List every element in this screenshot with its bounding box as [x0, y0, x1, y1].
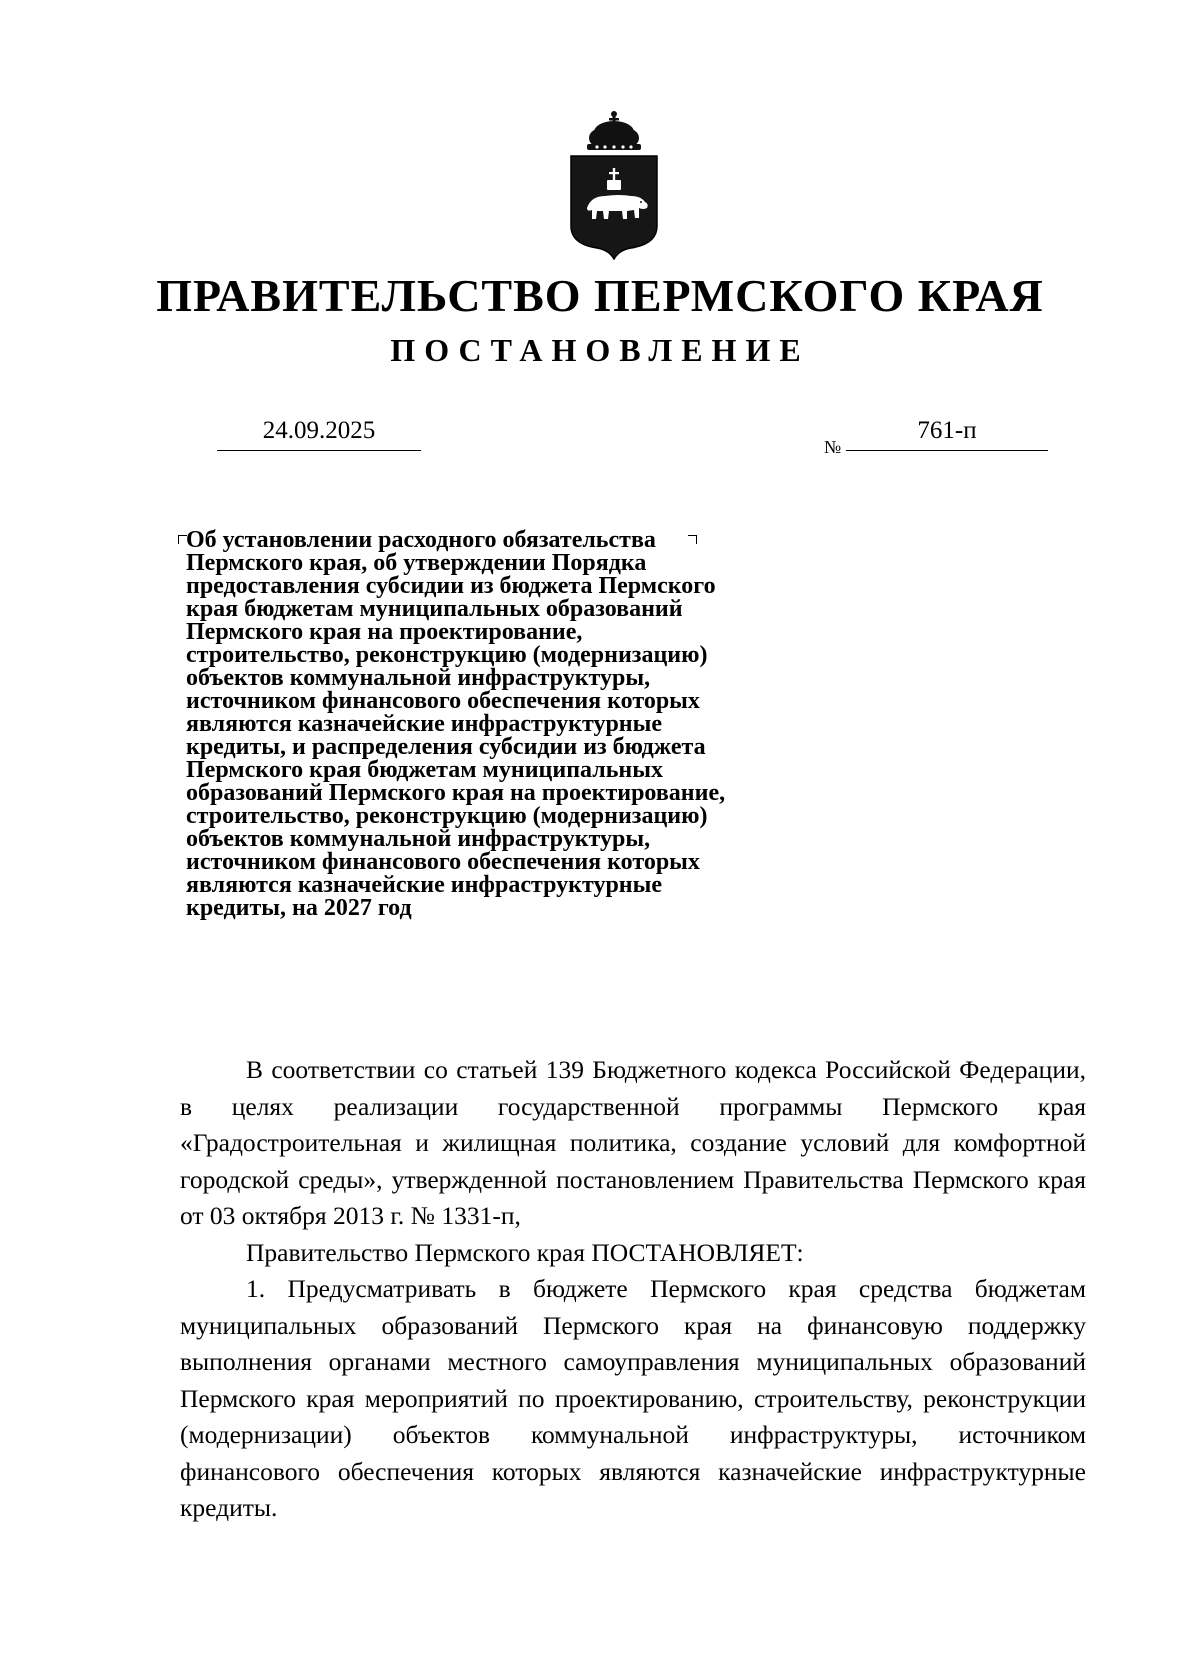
document-number: 761-п	[846, 414, 1048, 451]
document-type-title: ПОСТАНОВЛЕНИЕ	[390, 332, 810, 368]
subject-line: кредиты, и распределения субсидии из бюджета	[186, 734, 706, 760]
subject-line: кредиты, на 2027 год	[186, 895, 412, 921]
subject-line: являются казначейские инфраструктурные	[186, 872, 663, 898]
subject-line: края бюджетам муниципальных образований	[186, 596, 683, 622]
document-body	[180, 1052, 1086, 1527]
subject-line: Об установлении расходного обязательства	[186, 527, 656, 553]
subject-line: строительство, реконструкцию (модернизацию)	[186, 642, 708, 668]
subject-line: строительство, реконструкцию (модернизацию)	[186, 803, 708, 829]
subject-line: Пермского края бюджетам муниципальных	[186, 757, 663, 783]
subject-line: Пермского края на проектирование,	[186, 619, 583, 645]
subject-line: являются казначейские инфраструктурные	[186, 711, 663, 737]
document-subject	[186, 529, 836, 920]
number-label: №	[824, 437, 842, 457]
subject-line: Пермского края, об утверждении Порядка	[186, 550, 647, 576]
subject-line: источником финансового обеспечения которых	[186, 688, 700, 714]
preamble-paragraph: В соответствии со статьей 139 Бюджетного кодекса Российской Федерации, в целях реализации государственной программы Пермского края «Градостроительная и жилищная политика, создание условий для комфортной городской среды», утвержденной постановлением Правительства Пермского края от 03 октября 2013 г. № 1331-п,	[180, 1055, 1086, 1230]
subject-line: источником финансового обеспечения которых	[186, 849, 700, 875]
resolves-paragraph: Правительство Пермского края ПОСТАНОВЛЯЕТ:	[246, 1237, 804, 1267]
subject-line: объектов коммунальной инфраструктуры,	[186, 826, 651, 852]
document-date: 24.09.2025	[217, 414, 421, 451]
perm-krai-coat-of-arms-icon	[561, 108, 667, 260]
subject-line: объектов коммунальной инфраструктуры,	[186, 665, 651, 691]
government-title: ПРАВИТЕЛЬСТВО ПЕРМСКОГО КРАЯ	[156, 270, 1044, 321]
subject-line: предоставления субсидии из бюджета Пермского	[186, 573, 716, 599]
subject-line: образований Пермского края на проектирование,	[186, 780, 726, 806]
item-1-paragraph: 1. Предусматривать в бюджете Пермского края средства бюджетам муниципальных образований Пермского края на финансовую поддержку выполнения органами местного самоуправления муниципальных образований Пермского края мероприятий по проектированию, строительству, реконструкции (модернизации) объектов коммунальной инфраструктуры, источником финансового обеспечения которых являются казначейские инфраструктурные кредиты.	[180, 1274, 1086, 1522]
